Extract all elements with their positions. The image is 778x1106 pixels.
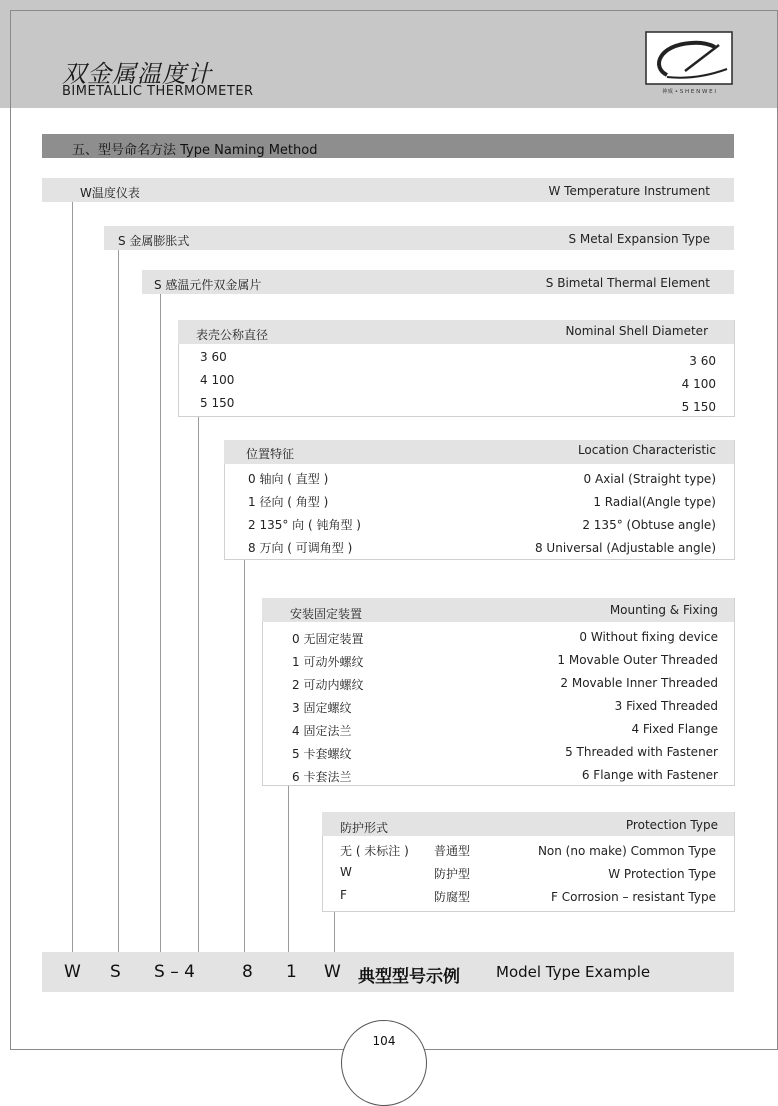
- diameter-item-cn: 5 150: [200, 396, 235, 410]
- mounting-item-en: 6 Flange with Fastener: [581, 768, 718, 782]
- mounting-item-cn: 3 固定螺纹: [292, 701, 352, 715]
- location-item-en: 1 Radial(Angle type): [593, 495, 716, 509]
- connector-mounting: [288, 786, 289, 952]
- protection-item-en: W Protection Type: [608, 867, 716, 881]
- connector-s2: [160, 294, 161, 952]
- diameter-item-en: 4 100: [681, 377, 716, 391]
- level-w-cn: W温度仪表: [80, 186, 140, 200]
- protection-item-en: Non (no make) Common Type: [537, 844, 716, 858]
- protection-header-en: Protection Type: [625, 818, 718, 832]
- mounting-header-cn: 安装固定装置: [290, 607, 363, 621]
- title-english: BIMETALLIC THERMOMETER: [62, 84, 254, 99]
- page-number: 104: [372, 1034, 396, 1048]
- mounting-header-en: Mounting & Fixing: [609, 603, 718, 617]
- location-header-en: Location Characteristic: [577, 443, 716, 457]
- level-s2-cn: S 感温元件双金属片: [154, 278, 262, 292]
- protection-item-cn: 防护型: [434, 867, 471, 881]
- mounting-item-en: 0 Without fixing device: [579, 630, 718, 644]
- connector-s1: [118, 250, 119, 952]
- mounting-item-cn: 0 无固定装置: [292, 632, 364, 646]
- diameter-item-en: 5 150: [681, 400, 716, 414]
- protection-item-cn: 普通型: [434, 844, 471, 858]
- protection-item-cn: 防腐型: [434, 890, 471, 904]
- diameter-item-cn: 4 100: [200, 373, 235, 387]
- title-chinese: 双金属温度计: [62, 60, 212, 88]
- location-item-en: 0 Axial (Straight type): [583, 472, 716, 486]
- mounting-item-en: 2 Movable Inner Threaded: [560, 676, 718, 690]
- example-code-mounting: 1: [286, 962, 297, 982]
- example-code-protection: W: [324, 962, 341, 982]
- mounting-item-cn: 2 可动内螺纹: [292, 678, 364, 692]
- connector-w: [72, 202, 73, 952]
- page-number-circle: [341, 1020, 427, 1106]
- mounting-item-cn: 1 可动外螺纹: [292, 655, 364, 669]
- location-item-cn: 8 万向 ( 可调角型 ): [248, 541, 353, 555]
- mounting-item-en: 1 Movable Outer Threaded: [557, 653, 718, 667]
- example-code-s1: S: [110, 962, 121, 982]
- location-item-cn: 1 径向 ( 角型 ): [248, 495, 329, 509]
- protection-item-code: F: [340, 888, 347, 902]
- example-code-s2-diameter: S – 4: [154, 962, 195, 982]
- logo-caption: 神威 • S H E N W E I: [662, 89, 716, 95]
- protection-item-code: 无 ( 未标注 ): [340, 844, 409, 858]
- mounting-item-cn: 6 卡套法兰: [292, 770, 352, 784]
- example-code-w: W: [64, 962, 81, 982]
- connector-diameter: [198, 416, 199, 952]
- company-logo: [645, 31, 733, 95]
- protection-item-en: F Corrosion – resistant Type: [551, 890, 716, 904]
- location-item-cn: 0 轴向 ( 直型 ): [248, 472, 329, 486]
- protection-header-cn: 防护形式: [340, 821, 389, 835]
- diameter-header-en: Nominal Shell Diameter: [565, 324, 708, 338]
- example-title-cn: 典型型号示例: [358, 967, 460, 987]
- level-w-en: W Temperature Instrument: [548, 184, 710, 198]
- example-title-en: Model Type Example: [496, 963, 651, 981]
- connector-location: [244, 560, 245, 952]
- mounting-item-en: 5 Threaded with Fastener: [565, 745, 718, 759]
- level-s1-cn: S 金属膨胀式: [118, 234, 190, 248]
- protection-item-code: W: [340, 865, 352, 879]
- connector-protection: [334, 912, 335, 952]
- location-item-en: 8 Universal (Adjustable angle): [534, 541, 716, 555]
- section-title: 五、型号命名方法 Type Naming Method: [72, 143, 318, 158]
- mounting-item-cn: 5 卡套螺纹: [292, 747, 352, 761]
- location-item-cn: 2 135° 向 ( 钝角型 ): [248, 518, 361, 532]
- example-code-location: 8: [242, 962, 253, 982]
- diameter-header-cn: 表壳公称直径: [196, 328, 269, 342]
- location-header-cn: 位置特征: [246, 447, 295, 461]
- mounting-item-en: 3 Fixed Threaded: [614, 699, 718, 713]
- mounting-item-cn: 4 固定法兰: [292, 724, 352, 738]
- diameter-item-cn: 3 60: [200, 350, 227, 364]
- level-s1-en: S Metal Expansion Type: [568, 232, 710, 246]
- mounting-item-en: 4 Fixed Flange: [631, 722, 718, 736]
- level-s2-en: S Bimetal Thermal Element: [545, 276, 710, 290]
- location-item-en: 2 135° (Obtuse angle): [582, 518, 716, 532]
- diameter-item-en: 3 60: [689, 354, 716, 368]
